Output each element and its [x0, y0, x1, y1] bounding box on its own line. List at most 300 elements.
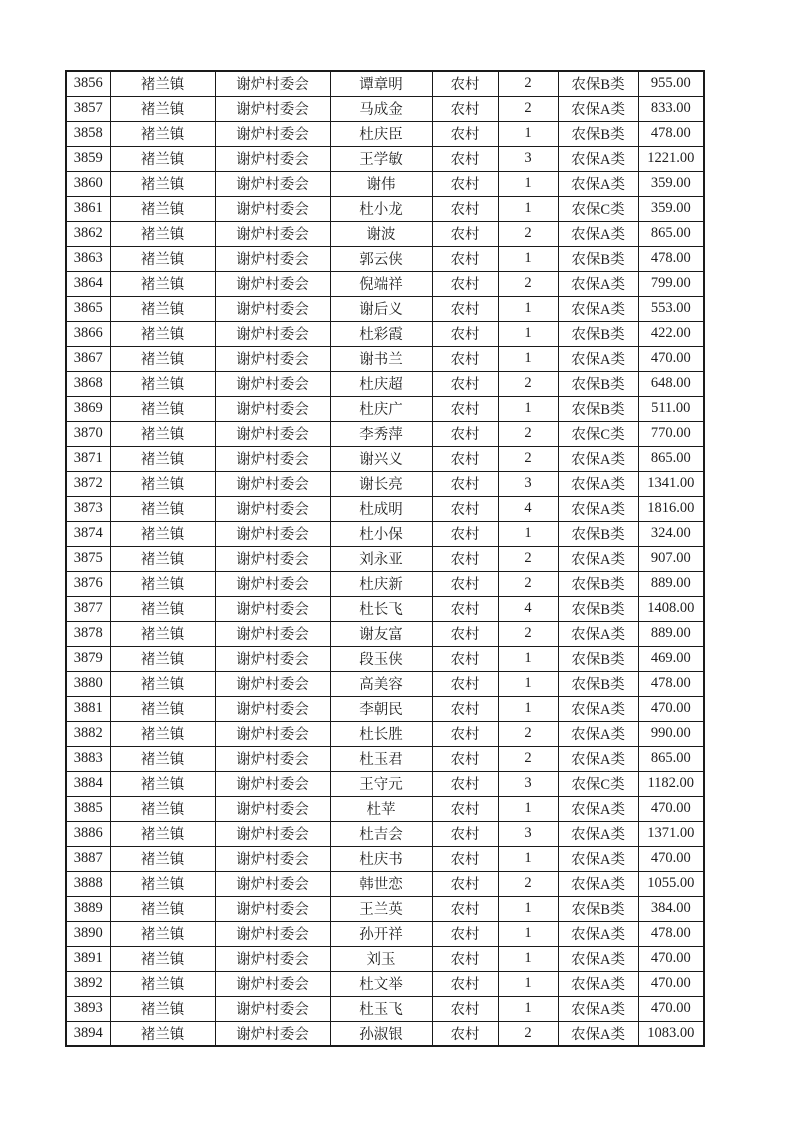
table-row — [66, 271, 704, 296]
cell-town: 褚兰镇 — [110, 271, 215, 296]
cell-town: 褚兰镇 — [110, 771, 215, 796]
cell-amount: 470.00 — [638, 796, 704, 821]
cell-category: 农保B类 — [558, 521, 638, 546]
cell-residence: 农村 — [432, 796, 498, 821]
cell-residence: 农村 — [432, 696, 498, 721]
cell-residence: 农村 — [432, 271, 498, 296]
cell-village: 谢炉村委会 — [215, 246, 330, 271]
cell-category: 农保B类 — [558, 571, 638, 596]
cell-count: 1 — [498, 896, 558, 921]
cell-residence: 农村 — [432, 571, 498, 596]
cell-residence: 农村 — [432, 346, 498, 371]
cell-count: 1 — [498, 671, 558, 696]
cell-village: 谢炉村委会 — [215, 471, 330, 496]
cell-residence: 农村 — [432, 171, 498, 196]
cell-amount: 359.00 — [638, 171, 704, 196]
cell-residence: 农村 — [432, 946, 498, 971]
cell-category: 农保A类 — [558, 271, 638, 296]
cell-village: 谢炉村委会 — [215, 71, 330, 96]
cell-category: 农保A类 — [558, 621, 638, 646]
cell-count: 1 — [498, 521, 558, 546]
cell-count: 1 — [498, 971, 558, 996]
cell-town: 褚兰镇 — [110, 471, 215, 496]
table-row — [66, 421, 704, 446]
cell-category: 农保A类 — [558, 871, 638, 896]
cell-residence: 农村 — [432, 396, 498, 421]
cell-town: 褚兰镇 — [110, 496, 215, 521]
cell-seq: 3881 — [66, 696, 110, 721]
table-row — [66, 196, 704, 221]
cell-seq: 3865 — [66, 296, 110, 321]
cell-seq: 3880 — [66, 671, 110, 696]
cell-town: 褚兰镇 — [110, 946, 215, 971]
cell-residence: 农村 — [432, 771, 498, 796]
cell-residence: 农村 — [432, 671, 498, 696]
cell-amount: 889.00 — [638, 571, 704, 596]
cell-count: 1 — [498, 921, 558, 946]
cell-town: 褚兰镇 — [110, 871, 215, 896]
cell-name: 谢后义 — [330, 296, 432, 321]
cell-amount: 1341.00 — [638, 471, 704, 496]
cell-count: 2 — [498, 546, 558, 571]
cell-town: 褚兰镇 — [110, 571, 215, 596]
table-row — [66, 996, 704, 1021]
cell-name: 李秀萍 — [330, 421, 432, 446]
cell-town: 褚兰镇 — [110, 246, 215, 271]
cell-name: 杜苹 — [330, 796, 432, 821]
cell-count: 2 — [498, 371, 558, 396]
cell-category: 农保A类 — [558, 996, 638, 1021]
table-row — [66, 821, 704, 846]
cell-count: 2 — [498, 871, 558, 896]
cell-category: 农保A类 — [558, 346, 638, 371]
cell-village: 谢炉村委会 — [215, 421, 330, 446]
cell-village: 谢炉村委会 — [215, 996, 330, 1021]
cell-count: 3 — [498, 771, 558, 796]
cell-town: 褚兰镇 — [110, 896, 215, 921]
table-row — [66, 121, 704, 146]
cell-town: 褚兰镇 — [110, 396, 215, 421]
cell-count: 1 — [498, 396, 558, 421]
table-row — [66, 521, 704, 546]
cell-amount: 553.00 — [638, 296, 704, 321]
cell-residence: 农村 — [432, 896, 498, 921]
cell-seq: 3872 — [66, 471, 110, 496]
cell-count: 1 — [498, 646, 558, 671]
cell-seq: 3869 — [66, 396, 110, 421]
cell-seq: 3878 — [66, 621, 110, 646]
cell-village: 谢炉村委会 — [215, 521, 330, 546]
cell-amount: 799.00 — [638, 271, 704, 296]
cell-name: 王兰英 — [330, 896, 432, 921]
table-row — [66, 1021, 704, 1046]
cell-town: 褚兰镇 — [110, 446, 215, 471]
cell-amount: 865.00 — [638, 746, 704, 771]
cell-name: 杜长胜 — [330, 721, 432, 746]
cell-name: 倪端祥 — [330, 271, 432, 296]
cell-count: 3 — [498, 146, 558, 171]
cell-residence: 农村 — [432, 421, 498, 446]
cell-seq: 3877 — [66, 596, 110, 621]
cell-village: 谢炉村委会 — [215, 221, 330, 246]
cell-name: 杜文举 — [330, 971, 432, 996]
cell-count: 2 — [498, 571, 558, 596]
cell-town: 褚兰镇 — [110, 171, 215, 196]
table-row — [66, 446, 704, 471]
cell-seq: 3857 — [66, 96, 110, 121]
cell-village: 谢炉村委会 — [215, 671, 330, 696]
cell-amount: 770.00 — [638, 421, 704, 446]
cell-category: 农保A类 — [558, 296, 638, 321]
cell-seq: 3856 — [66, 71, 110, 96]
cell-amount: 833.00 — [638, 96, 704, 121]
cell-category: 农保A类 — [558, 921, 638, 946]
cell-name: 段玉侠 — [330, 646, 432, 671]
table-body — [66, 71, 704, 1046]
table-row — [66, 846, 704, 871]
cell-seq: 3859 — [66, 146, 110, 171]
table-row — [66, 696, 704, 721]
cell-count: 1 — [498, 796, 558, 821]
cell-amount: 384.00 — [638, 896, 704, 921]
cell-residence: 农村 — [432, 246, 498, 271]
table-row — [66, 146, 704, 171]
cell-town: 褚兰镇 — [110, 371, 215, 396]
table-row — [66, 946, 704, 971]
cell-name: 高美容 — [330, 671, 432, 696]
cell-residence: 农村 — [432, 921, 498, 946]
cell-town: 褚兰镇 — [110, 621, 215, 646]
table-row — [66, 646, 704, 671]
cell-village: 谢炉村委会 — [215, 346, 330, 371]
cell-amount: 478.00 — [638, 921, 704, 946]
cell-count: 1 — [498, 321, 558, 346]
cell-category: 农保C类 — [558, 196, 638, 221]
table-row — [66, 746, 704, 771]
cell-village: 谢炉村委会 — [215, 796, 330, 821]
cell-count: 2 — [498, 221, 558, 246]
cell-name: 杜成明 — [330, 496, 432, 521]
cell-village: 谢炉村委会 — [215, 371, 330, 396]
table-row — [66, 546, 704, 571]
cell-name: 谭章明 — [330, 71, 432, 96]
cell-town: 褚兰镇 — [110, 521, 215, 546]
cell-count: 2 — [498, 1021, 558, 1046]
table-row — [66, 671, 704, 696]
cell-amount: 1408.00 — [638, 596, 704, 621]
cell-seq: 3875 — [66, 546, 110, 571]
cell-category: 农保A类 — [558, 971, 638, 996]
cell-category: 农保B类 — [558, 71, 638, 96]
cell-town: 褚兰镇 — [110, 321, 215, 346]
cell-category: 农保A类 — [558, 471, 638, 496]
cell-village: 谢炉村委会 — [215, 96, 330, 121]
cell-category: 农保A类 — [558, 496, 638, 521]
cell-seq: 3887 — [66, 846, 110, 871]
cell-category: 农保A类 — [558, 171, 638, 196]
cell-town: 褚兰镇 — [110, 96, 215, 121]
cell-amount: 470.00 — [638, 946, 704, 971]
cell-amount: 1371.00 — [638, 821, 704, 846]
cell-count: 2 — [498, 271, 558, 296]
cell-seq: 3893 — [66, 996, 110, 1021]
cell-seq: 3892 — [66, 971, 110, 996]
cell-name: 谢波 — [330, 221, 432, 246]
cell-category: 农保A类 — [558, 821, 638, 846]
cell-category: 农保A类 — [558, 96, 638, 121]
cell-town: 褚兰镇 — [110, 1021, 215, 1046]
cell-residence: 农村 — [432, 371, 498, 396]
cell-count: 2 — [498, 96, 558, 121]
cell-category: 农保C类 — [558, 771, 638, 796]
cell-category: 农保B类 — [558, 321, 638, 346]
cell-village: 谢炉村委会 — [215, 171, 330, 196]
cell-residence: 农村 — [432, 221, 498, 246]
cell-village: 谢炉村委会 — [215, 921, 330, 946]
cell-name: 杜小保 — [330, 521, 432, 546]
table-row — [66, 171, 704, 196]
cell-amount: 470.00 — [638, 696, 704, 721]
cell-town: 褚兰镇 — [110, 421, 215, 446]
cell-name: 杜吉会 — [330, 821, 432, 846]
cell-residence: 农村 — [432, 146, 498, 171]
cell-seq: 3888 — [66, 871, 110, 896]
cell-town: 褚兰镇 — [110, 646, 215, 671]
cell-residence: 农村 — [432, 1021, 498, 1046]
cell-count: 1 — [498, 196, 558, 221]
cell-village: 谢炉村委会 — [215, 321, 330, 346]
cell-village: 谢炉村委会 — [215, 396, 330, 421]
cell-category: 农保A类 — [558, 946, 638, 971]
cell-town: 褚兰镇 — [110, 996, 215, 1021]
cell-village: 谢炉村委会 — [215, 771, 330, 796]
cell-name: 杜庆新 — [330, 571, 432, 596]
table-row — [66, 896, 704, 921]
cell-category: 农保B类 — [558, 646, 638, 671]
cell-village: 谢炉村委会 — [215, 446, 330, 471]
cell-amount: 478.00 — [638, 121, 704, 146]
cell-residence: 农村 — [432, 646, 498, 671]
table-row — [66, 246, 704, 271]
cell-town: 褚兰镇 — [110, 796, 215, 821]
cell-town: 褚兰镇 — [110, 71, 215, 96]
cell-residence: 农村 — [432, 471, 498, 496]
cell-town: 褚兰镇 — [110, 721, 215, 746]
cell-seq: 3885 — [66, 796, 110, 821]
cell-category: 农保A类 — [558, 846, 638, 871]
cell-village: 谢炉村委会 — [215, 496, 330, 521]
cell-name: 王守元 — [330, 771, 432, 796]
table-row — [66, 371, 704, 396]
cell-village: 谢炉村委会 — [215, 121, 330, 146]
cell-seq: 3873 — [66, 496, 110, 521]
table-row — [66, 71, 704, 96]
cell-residence: 农村 — [432, 296, 498, 321]
cell-category: 农保A类 — [558, 446, 638, 471]
cell-seq: 3864 — [66, 271, 110, 296]
cell-name: 谢友富 — [330, 621, 432, 646]
cell-amount: 470.00 — [638, 996, 704, 1021]
cell-seq: 3884 — [66, 771, 110, 796]
cell-category: 农保A类 — [558, 546, 638, 571]
cell-count: 1 — [498, 996, 558, 1021]
table-row — [66, 396, 704, 421]
table-row — [66, 721, 704, 746]
cell-name: 王学敏 — [330, 146, 432, 171]
cell-category: 农保A类 — [558, 746, 638, 771]
cell-count: 1 — [498, 696, 558, 721]
table-row — [66, 796, 704, 821]
cell-village: 谢炉村委会 — [215, 746, 330, 771]
cell-seq: 3886 — [66, 821, 110, 846]
cell-amount: 470.00 — [638, 346, 704, 371]
cell-amount: 1182.00 — [638, 771, 704, 796]
cell-name: 谢书兰 — [330, 346, 432, 371]
cell-category: 农保A类 — [558, 696, 638, 721]
cell-amount: 1221.00 — [638, 146, 704, 171]
table-row — [66, 621, 704, 646]
cell-amount: 1816.00 — [638, 496, 704, 521]
cell-category: 农保B类 — [558, 396, 638, 421]
cell-seq: 3867 — [66, 346, 110, 371]
cell-name: 杜庆臣 — [330, 121, 432, 146]
cell-village: 谢炉村委会 — [215, 896, 330, 921]
cell-village: 谢炉村委会 — [215, 971, 330, 996]
cell-count: 1 — [498, 296, 558, 321]
cell-category: 农保A类 — [558, 221, 638, 246]
cell-seq: 3879 — [66, 646, 110, 671]
cell-count: 1 — [498, 846, 558, 871]
cell-seq: 3866 — [66, 321, 110, 346]
cell-village: 谢炉村委会 — [215, 596, 330, 621]
cell-seq: 3862 — [66, 221, 110, 246]
table-row — [66, 321, 704, 346]
cell-category: 农保B类 — [558, 121, 638, 146]
cell-amount: 470.00 — [638, 846, 704, 871]
cell-residence: 农村 — [432, 721, 498, 746]
cell-count: 2 — [498, 421, 558, 446]
cell-seq: 3876 — [66, 571, 110, 596]
cell-name: 马成金 — [330, 96, 432, 121]
cell-amount: 422.00 — [638, 321, 704, 346]
cell-town: 褚兰镇 — [110, 346, 215, 371]
insurance-roster-table — [65, 70, 705, 1047]
cell-count: 2 — [498, 746, 558, 771]
cell-name: 郭云侠 — [330, 246, 432, 271]
cell-amount: 359.00 — [638, 196, 704, 221]
cell-town: 褚兰镇 — [110, 146, 215, 171]
cell-count: 4 — [498, 496, 558, 521]
cell-town: 褚兰镇 — [110, 221, 215, 246]
cell-village: 谢炉村委会 — [215, 871, 330, 896]
cell-category: 农保B类 — [558, 371, 638, 396]
cell-count: 3 — [498, 471, 558, 496]
cell-residence: 农村 — [432, 496, 498, 521]
cell-residence: 农村 — [432, 846, 498, 871]
cell-category: 农保B类 — [558, 671, 638, 696]
cell-name: 谢兴义 — [330, 446, 432, 471]
cell-name: 杜长飞 — [330, 596, 432, 621]
cell-count: 3 — [498, 821, 558, 846]
cell-name: 杜玉飞 — [330, 996, 432, 1021]
cell-category: 农保B类 — [558, 596, 638, 621]
cell-town: 褚兰镇 — [110, 746, 215, 771]
cell-residence: 农村 — [432, 821, 498, 846]
cell-amount: 865.00 — [638, 221, 704, 246]
cell-name: 杜庆书 — [330, 846, 432, 871]
cell-name: 李朝民 — [330, 696, 432, 721]
cell-village: 谢炉村委会 — [215, 296, 330, 321]
cell-residence: 农村 — [432, 121, 498, 146]
cell-name: 谢长亮 — [330, 471, 432, 496]
table-row — [66, 221, 704, 246]
cell-residence: 农村 — [432, 996, 498, 1021]
cell-village: 谢炉村委会 — [215, 696, 330, 721]
cell-amount: 955.00 — [638, 71, 704, 96]
cell-residence: 农村 — [432, 446, 498, 471]
cell-amount: 990.00 — [638, 721, 704, 746]
cell-category: 农保A类 — [558, 1021, 638, 1046]
cell-amount: 478.00 — [638, 246, 704, 271]
cell-name: 刘玉 — [330, 946, 432, 971]
cell-amount: 1083.00 — [638, 1021, 704, 1046]
cell-category: 农保A类 — [558, 146, 638, 171]
cell-town: 褚兰镇 — [110, 846, 215, 871]
table-row — [66, 496, 704, 521]
cell-count: 1 — [498, 946, 558, 971]
cell-village: 谢炉村委会 — [215, 146, 330, 171]
cell-count: 2 — [498, 71, 558, 96]
cell-seq: 3861 — [66, 196, 110, 221]
cell-count: 2 — [498, 621, 558, 646]
cell-seq: 3891 — [66, 946, 110, 971]
cell-town: 褚兰镇 — [110, 121, 215, 146]
cell-name: 杜庆超 — [330, 371, 432, 396]
cell-residence: 农村 — [432, 96, 498, 121]
cell-amount: 324.00 — [638, 521, 704, 546]
cell-name: 孙淑银 — [330, 1021, 432, 1046]
cell-town: 褚兰镇 — [110, 296, 215, 321]
cell-village: 谢炉村委会 — [215, 821, 330, 846]
cell-category: 农保B类 — [558, 246, 638, 271]
cell-seq: 3894 — [66, 1021, 110, 1046]
cell-town: 褚兰镇 — [110, 821, 215, 846]
cell-amount: 511.00 — [638, 396, 704, 421]
cell-village: 谢炉村委会 — [215, 946, 330, 971]
cell-residence: 农村 — [432, 746, 498, 771]
cell-amount: 478.00 — [638, 671, 704, 696]
cell-name: 杜小龙 — [330, 196, 432, 221]
cell-town: 褚兰镇 — [110, 546, 215, 571]
cell-village: 谢炉村委会 — [215, 721, 330, 746]
table-row — [66, 596, 704, 621]
table-row — [66, 471, 704, 496]
cell-village: 谢炉村委会 — [215, 621, 330, 646]
table-row — [66, 971, 704, 996]
cell-residence: 农村 — [432, 521, 498, 546]
table-row — [66, 96, 704, 121]
cell-seq: 3890 — [66, 921, 110, 946]
cell-count: 1 — [498, 346, 558, 371]
cell-count: 2 — [498, 446, 558, 471]
cell-seq: 3870 — [66, 421, 110, 446]
table-row — [66, 771, 704, 796]
cell-name: 谢伟 — [330, 171, 432, 196]
cell-town: 褚兰镇 — [110, 971, 215, 996]
cell-name: 杜彩霞 — [330, 321, 432, 346]
cell-seq: 3883 — [66, 746, 110, 771]
table-row — [66, 871, 704, 896]
